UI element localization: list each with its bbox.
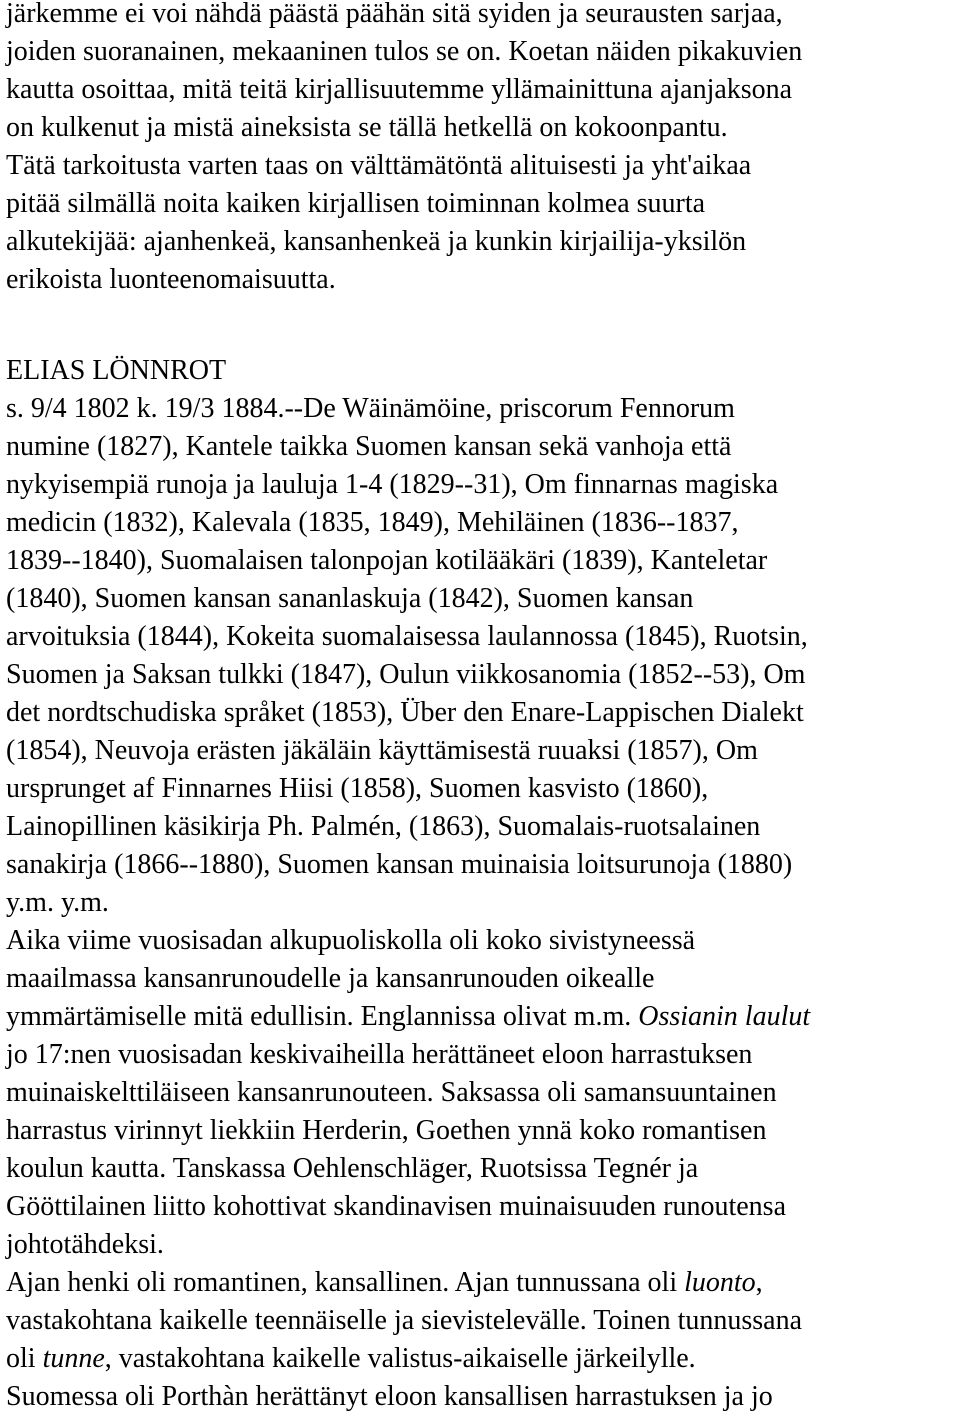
bio-line: Suomen ja Saksan tulkki (1847), Oulun viikkosanomia (1852--53), Om [6, 659, 806, 690]
paragraph-line [6, 1264, 763, 1302]
intro-line: erikoista luonteenomaisuutta. [6, 264, 336, 295]
bio-line: arvoituksia (1844), Kokeita suomalaisessa laulannossa (1845), Ruotsin, [6, 621, 808, 652]
bio-line: medicin (1832), Kalevala (1835, 1849), Mehiläinen (1836--1837, [6, 507, 739, 538]
bio-line: nykyisempiä runoja ja lauluja 1-4 (1829--31), Om finnarnas magiska [6, 469, 779, 500]
paragraph-line [6, 998, 810, 1036]
intro-line: kautta osoittaa, mitä teitä kirjallisuutemme yllämainittuna ajanjaksona [6, 74, 793, 105]
paragraph-line [6, 1340, 696, 1378]
bio-line: (1840), Suomen kansan sananlaskuja (1842), Suomen kansan [6, 583, 694, 614]
paragraph-text: oli [6, 1343, 43, 1374]
paragraph-line: muinaiskelttiläiseen kansanrunouteen. Saksassa oli samansuuntainen [6, 1077, 777, 1108]
bio-line: det nordtschudiska språket (1853), Über den Enare-Lappischen Dialekt [6, 697, 804, 728]
paragraph-line: Aika viime vuosisadan alkupuoliskolla oli koko sivistyneessä [6, 925, 696, 956]
paragraph-text: , vastakohtana kaikelle valistus-aikaiselle järkeilylle. [104, 1343, 696, 1374]
intro-line: on kulkenut ja mistä aineksista se tällä hetkellä on kokoonpantu. [6, 112, 728, 143]
intro-line: Tätä tarkoitusta varten taas on välttämätöntä alituisesti ja yht'aikaa [6, 150, 752, 181]
bio-line: (1854), Neuvoja erästen jäkäläin käyttämisestä ruuaksi (1857), Om [6, 735, 758, 766]
italic-word: tunne [42, 1343, 105, 1374]
paragraph-text: Ajan henki oli romantinen, kansallinen. Ajan tunnussana oli [6, 1267, 685, 1298]
paragraph-line: johtotähdeksi. [6, 1229, 164, 1260]
italic-word: luonto [684, 1267, 756, 1298]
bio-line: s. 9/4 1802 k. 19/3 1884.--De Wäinämöine, priscorum Fennorum [6, 393, 735, 424]
paragraph-line: jo 17:nen vuosisadan keskivaiheilla herättäneet eloon harrastuksen [6, 1039, 753, 1070]
bio-line: ursprunget af Finnarnes Hiisi (1858), Suomen kasvisto (1860), [6, 773, 709, 804]
paragraph-line: vastakohtana kaikelle teennäiselle ja sievistelevälle. Toinen tunnussana [6, 1305, 803, 1336]
bio-line: sanakirja (1866--1880), Suomen kansan muinaisia loitsurunoja (1880) [6, 849, 793, 880]
italic-title: Ossianin laulut [638, 1001, 811, 1032]
paragraph-line: Suomessa oli Porthàn herättänyt eloon kansallisen harrastuksen ja jo [6, 1381, 773, 1412]
paragraph-line: koulun kautta. Tanskassa Oehlenschläger, Ruotsissa Tegnér ja [6, 1153, 699, 1184]
bio-line: numine (1827), Kantele taikka Suomen kansan sekä vanhoja että [6, 431, 732, 462]
paragraph-text: ymmärtämiselle mitä edullisin. Englannissa olivat m.m. [6, 1001, 639, 1032]
paragraph-line: maailmassa kansanrunoudelle ja kansanrunouden oikealle [6, 963, 655, 994]
paragraph-line: Gööttilainen liitto kohottivat skandinavisen muinaisuuden runoutensa [6, 1191, 786, 1222]
bio-line: y.m. y.m. [6, 887, 109, 918]
intro-line: pitää silmällä noita kaiken kirjallisen toiminnan kolmea suurta [6, 188, 706, 219]
intro-line: joiden suoranainen, mekaaninen tulos se on. Koetan näiden pikakuvien [6, 36, 803, 67]
bio-line: Lainopillinen käsikirja Ph. Palmén, (1863), Suomalais-ruotsalainen [6, 811, 761, 842]
paragraph-text: , [755, 1267, 763, 1298]
section-heading: ELIAS LÖNNROT [6, 355, 227, 386]
intro-line: järkemme ei voi nähdä päästä päähän sitä syiden ja seurausten sarjaa, [6, 0, 783, 29]
paragraph-line: harrastus virinnyt liekkiin Herderin, Goethen ynnä koko romantisen [6, 1115, 767, 1146]
intro-line: alkutekijää: ajanhenkeä, kansanhenkeä ja kunkin kirjailija-yksilön [6, 226, 747, 257]
bio-line: 1839--1840), Suomalaisen talonpojan kotilääkäri (1839), Kanteletar [6, 545, 768, 576]
